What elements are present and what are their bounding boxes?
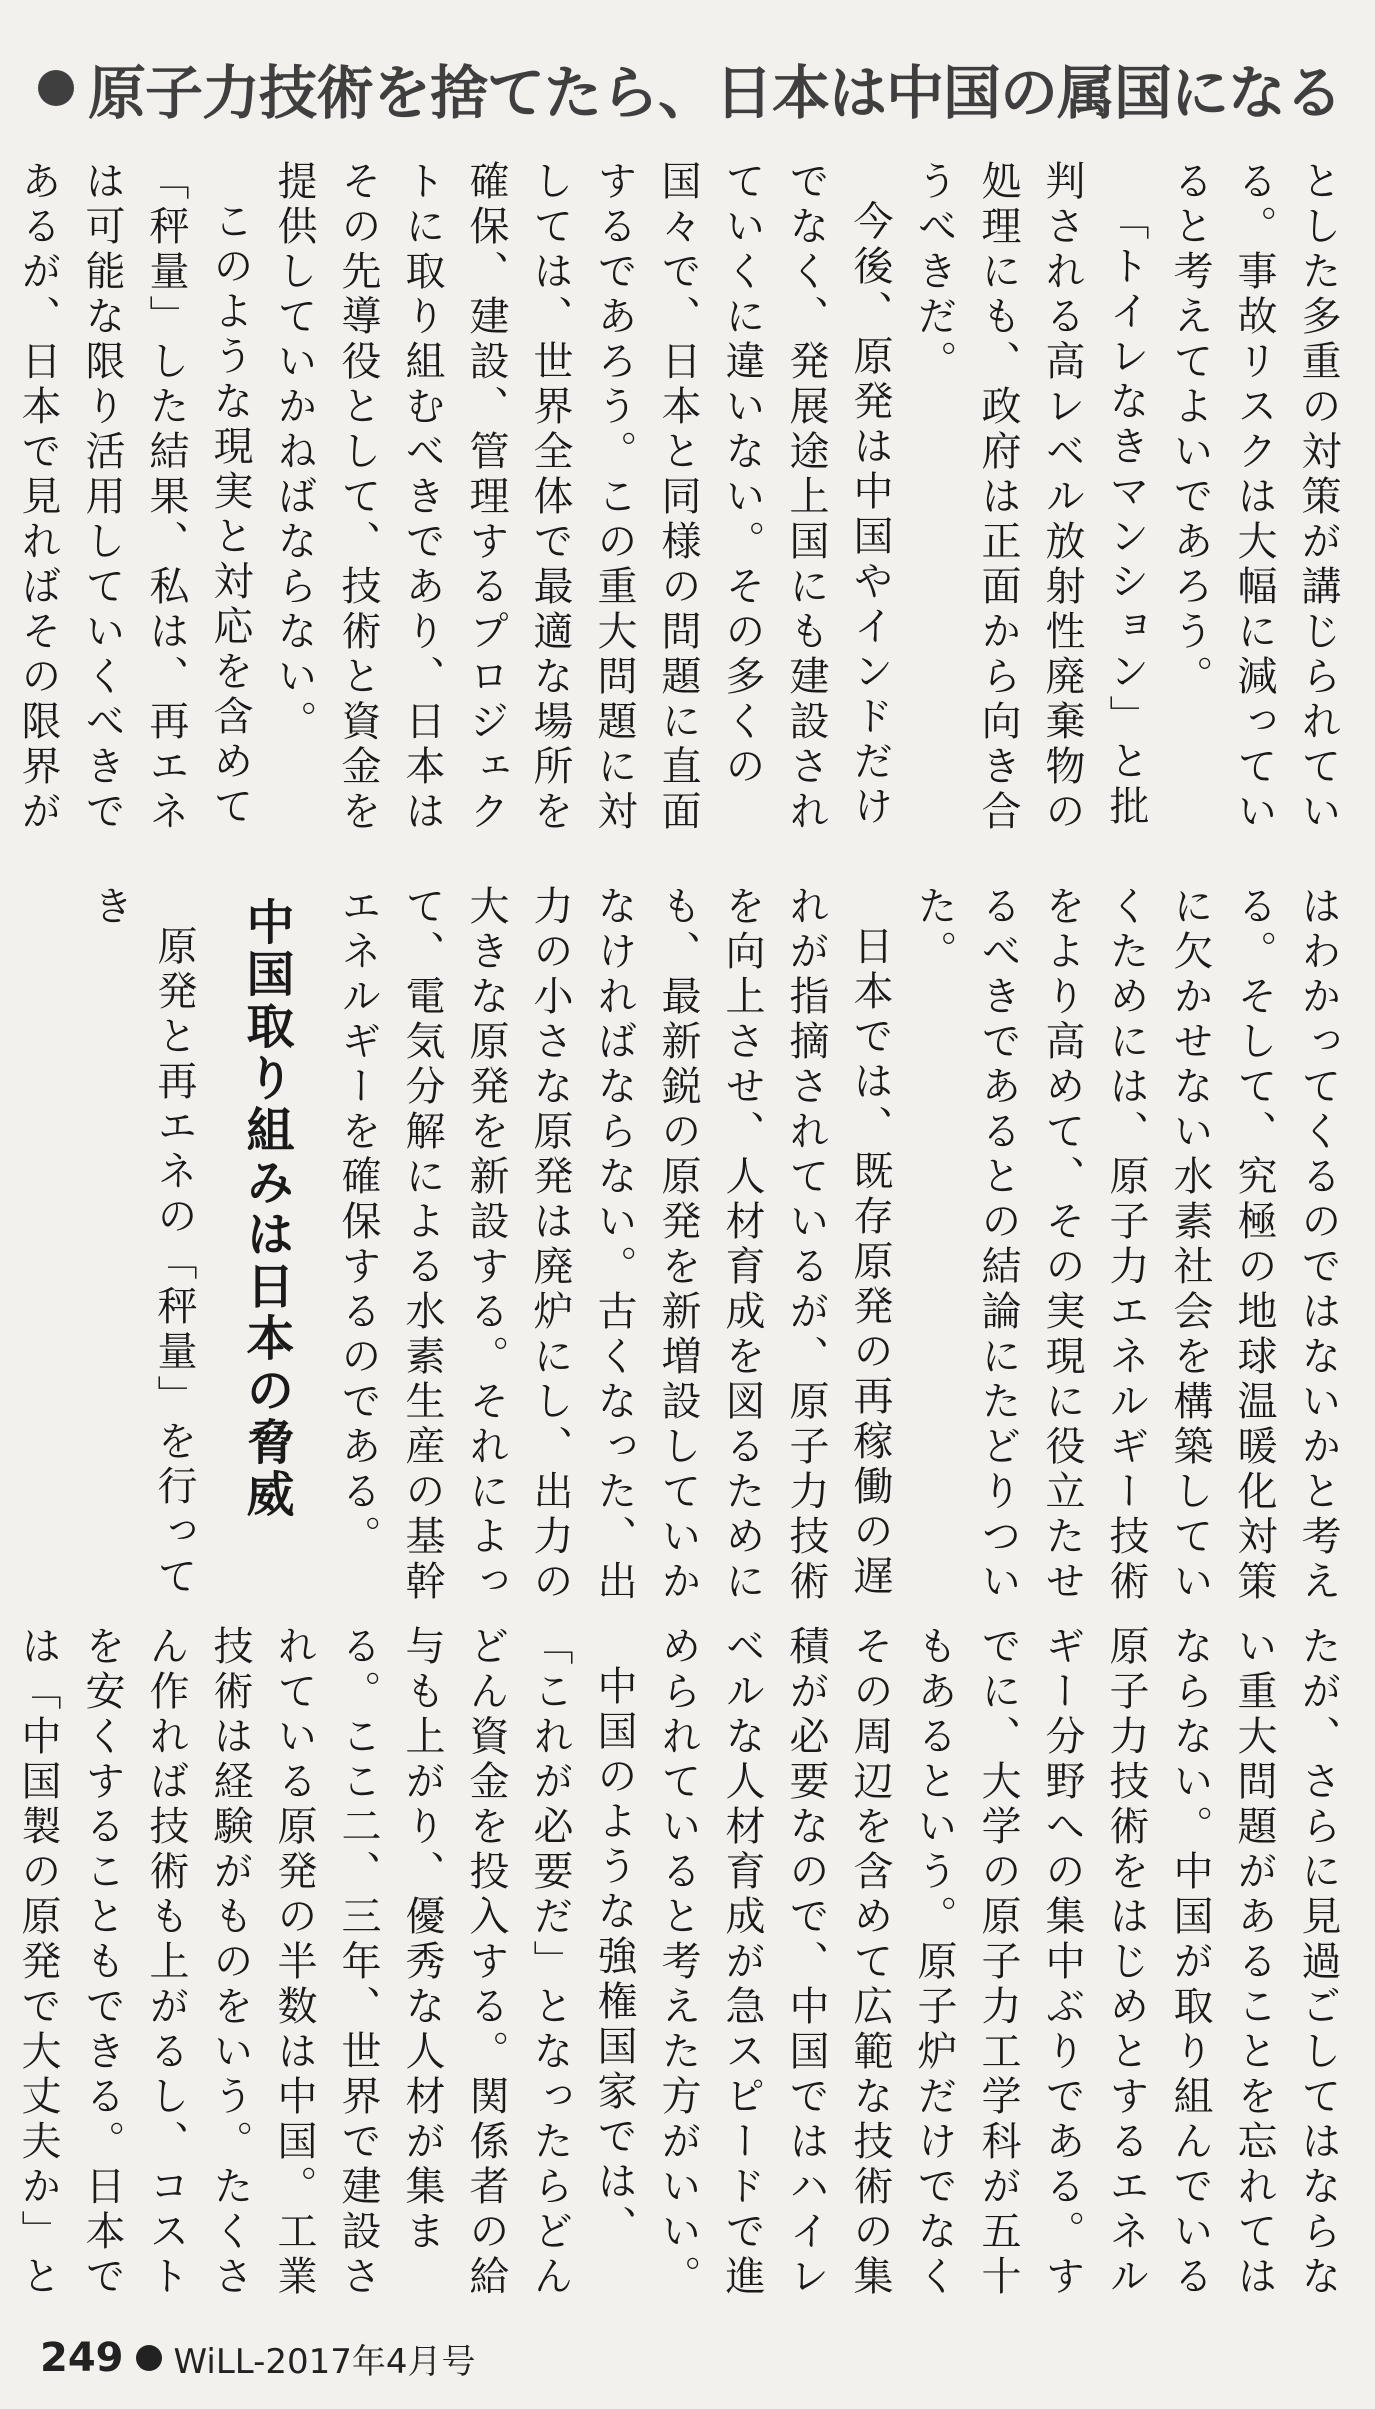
bullet-icon <box>136 2345 162 2371</box>
paragraph: たが、さらに見過ごしてはならない重大問題があることを忘れてはならない。中国が取り組んでいる原子力技術をはじめとするエネルギー分野への集中ぶりである。すでに、大学の原子力工学科が五十もあるという。原子炉だけでなくその周辺を含めて広範な技術の集積が必要なので、中国ではハイレベルな人材育成が急スピードで進められていると考えた方がいい。 <box>655 1625 1341 2300</box>
section-subheading: 中国取り組みは日本の脅威 <box>238 897 294 1521</box>
bullet-icon <box>38 70 74 106</box>
paragraph: はわかってくるのではないかと考える。そして、究極の地球温暖化対策に欠かせない水素社会を構築していくためには、原子力エネルギー技術をより高めて、その実現に役立たせるべきであるとの結論にたどりついた。 <box>911 885 1341 1605</box>
headline <box>38 28 1358 148</box>
paragraph: このような現実と対応を含めて「秤量」した結果、私は、再エネは可能な限り活用していくべきであるが、日本で見ればその限界が <box>15 160 253 835</box>
magazine-issue: WiLL-2017年4月号 <box>173 2341 476 2382</box>
paragraph: 「トイレなきマンション」と批判される高レベル放射性廃棄物の処理にも、政府は正面から向き合うべきだ。 <box>911 160 1149 835</box>
paragraph: とした多重の対策が講じられている。事故リスクは大幅に減っていると考えてよいであろう。 <box>1167 160 1341 835</box>
paragraph: 今後、原発は中国やインドだけでなく、発展途上国にも建設されていくに違いない。その多くの国々で、日本と同様の問題に直面するであろう。この重大問題に対しては、世界全体で最適な場所を確保、建設、管理するプロジェクトに取り組むべきであり、日本はその先導役として、技術と資金を提供していかねばならない。 <box>271 160 893 835</box>
paragraph: 日本では、既存原発の再稼働の遅れが指摘されているが、原子力技術を向上させ、人材育成を図るためにも、最新鋭の原発を新増設していかなければならない。古くなった、出力の小さな原発は廃炉にし、出力の大きな原発を新設する。それによって、電気分解による水素生産の基幹エネルギーを確保するのである。 <box>335 885 893 1605</box>
page-number: 249 <box>40 2335 124 2381</box>
page-footer <box>40 2328 476 2388</box>
text-band-1 <box>15 160 1350 870</box>
text-band-3 <box>15 1625 1350 2305</box>
headline-text: 原子力技術を捨てたら、日本は中国の属国になる <box>88 59 1343 127</box>
text-band-2 <box>20 885 1350 1615</box>
paragraph: 中国のような強権国家では、「これが必要だ」となったらどんどん資金を投入する。関係者の給与も上がり、優秀な人材が集まる。ここ二、三年、世界で建設されている原発の半数は中国。工業技術は経験がものをいう。たくさん作れば技術も上がるし、コストを安くすることもできる。日本では「中国製の原発で大丈夫か」と <box>15 1625 637 2300</box>
paragraph: 原発と再エネの「秤量」を行ってき <box>87 885 197 1600</box>
